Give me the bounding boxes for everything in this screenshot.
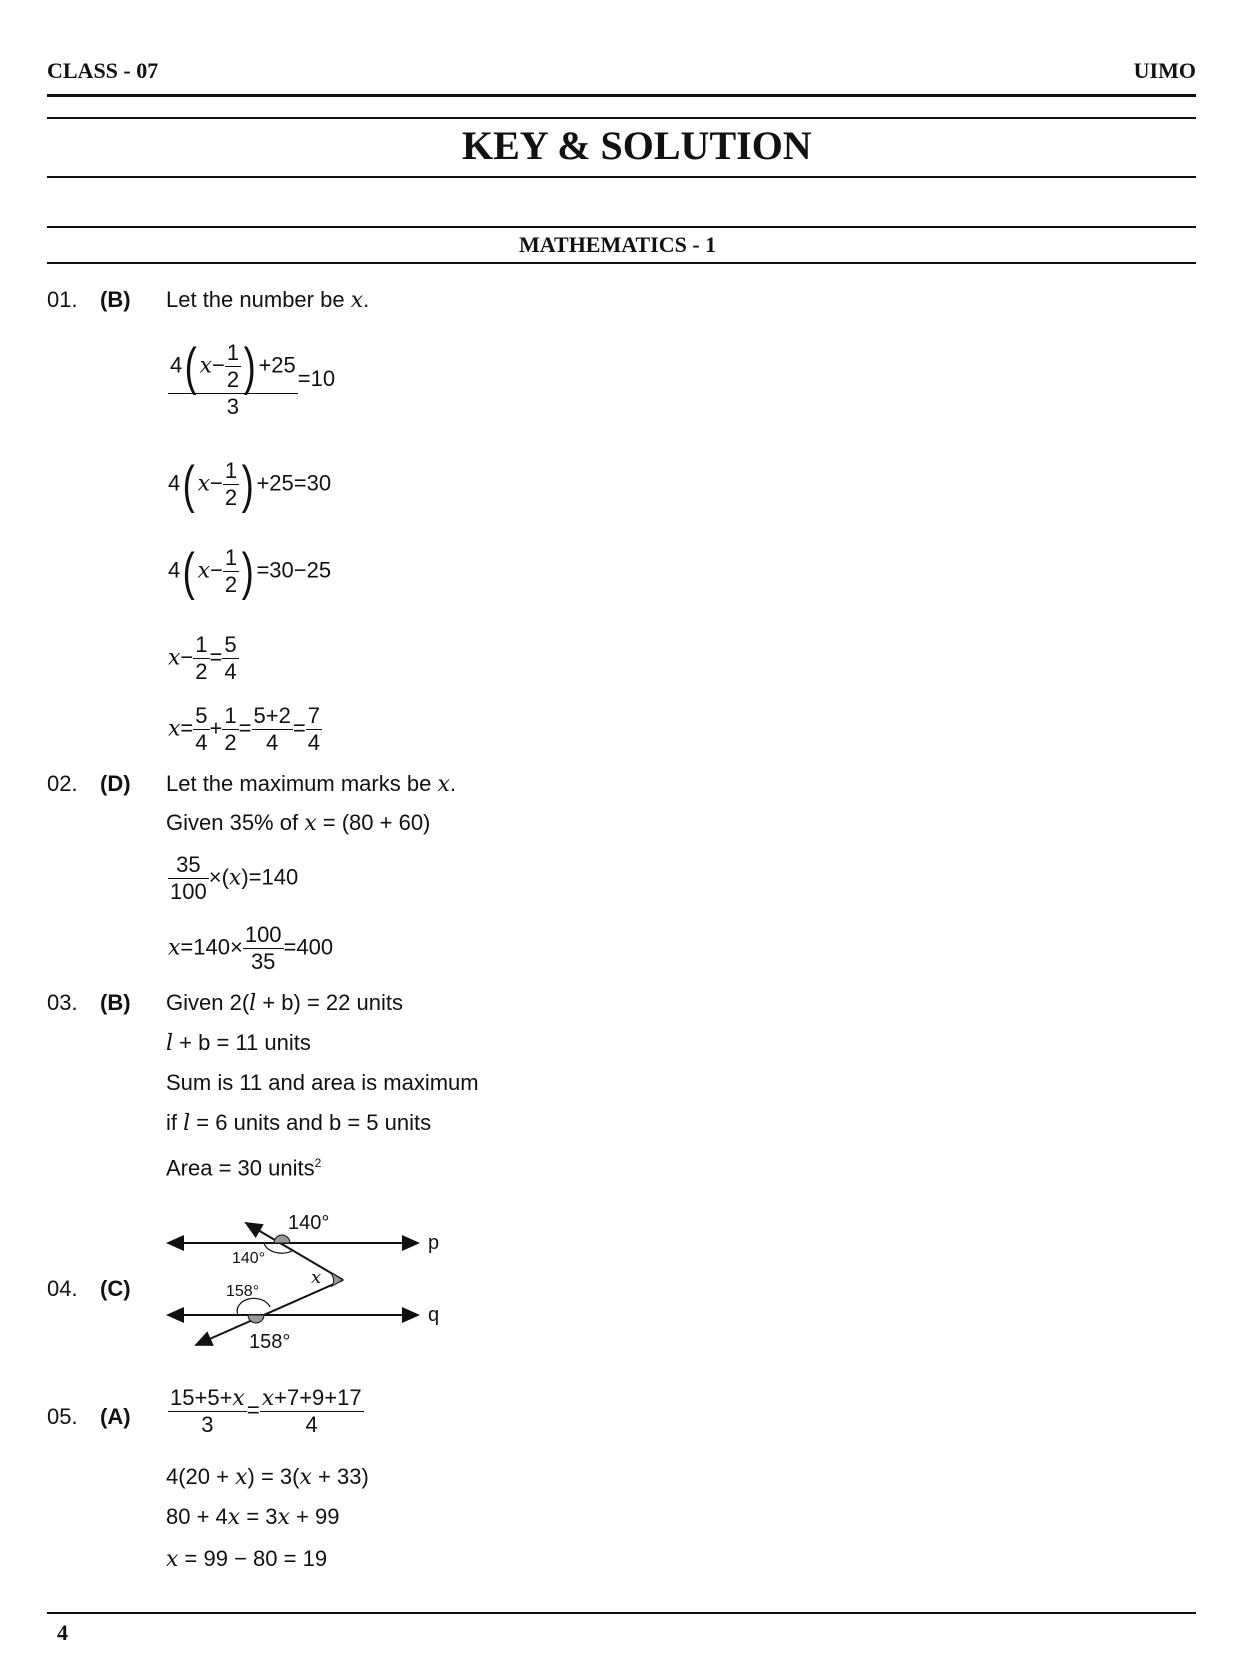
- footer-rule: [47, 1612, 1196, 1614]
- title-top-rule: [47, 117, 1196, 119]
- statement: Let the number be x.: [166, 287, 370, 313]
- line-1: 4(20 + x) = 3(x + 33): [166, 1464, 369, 1490]
- equation-3: 4( x− $\frac{1}{2}$ ) =30−25: [168, 542, 332, 601]
- angle-label-158-inner: 158°: [226, 1283, 260, 1300]
- question-number: 03.: [47, 990, 78, 1015]
- line-label-q: q: [428, 1304, 440, 1326]
- line-2: 80 + 4x = 3x + 99: [166, 1504, 340, 1530]
- equation-2: x=140× $\frac{100}{35}$ =400: [168, 922, 334, 974]
- section-top-rule: [47, 226, 1196, 228]
- given-line: Given 35% of x = (80 + 60): [166, 810, 431, 836]
- answer-key: (A): [100, 1404, 131, 1429]
- title-bottom-rule: [47, 176, 1196, 178]
- angle-label-158-bottom: 158°: [249, 1331, 291, 1353]
- header-rule: [47, 94, 1196, 97]
- angle-label-140-top: 140°: [288, 1212, 330, 1234]
- section-bottom-rule: [47, 262, 1196, 264]
- equation-1: 4( x− $\frac{1}{2}$ ) +25 3 =10: [170, 337, 336, 419]
- angle-arc-q-top: [237, 1298, 270, 1315]
- angle-label-140-inner: 140°: [232, 1250, 266, 1267]
- parallel-lines-figure: [160, 1195, 460, 1360]
- equation-1: $\frac{35}{100}$ ×(x)=140: [170, 852, 299, 904]
- question-number: 05.: [47, 1404, 78, 1429]
- answer-key: (B): [100, 990, 131, 1015]
- angle-label-x: x: [311, 1267, 322, 1288]
- answer-key: (B): [100, 287, 131, 312]
- question-number: 02.: [47, 771, 78, 796]
- equation-4: x− $\frac{1}{2}$ = $\frac{5}{4}$: [168, 632, 237, 684]
- statement: Let the maximum marks be x.: [166, 771, 456, 797]
- equation-5: x= $\frac{5}{4}$ + $\frac{1}{2}$ = $\frac{5+2}{4}$ = $\frac{7}{4}$: [168, 703, 320, 755]
- equation-2: 4( x− $\frac{1}{2}$ ) +25=30: [168, 455, 332, 514]
- section-title: MATHEMATICS - 1: [519, 232, 717, 257]
- equation-1: $\frac{15+5+x}{3}$ = $\frac{x+7+9+17}{4}$: [170, 1385, 362, 1437]
- angle-arc-p-top: [274, 1235, 290, 1243]
- line-3: x = 99 − 80 = 19: [166, 1546, 328, 1572]
- answer-key: (D): [100, 771, 131, 796]
- page-number: 4: [57, 1620, 68, 1645]
- exam-label: UIMO: [1133, 58, 1196, 83]
- class-label: CLASS - 07: [47, 58, 159, 83]
- line-1: Given 2(l + b) = 22 units: [166, 990, 403, 1016]
- answer-key: (C): [100, 1276, 131, 1301]
- line-5: Area = 30 units$^2$: [166, 1155, 322, 1181]
- line-2: l + b = 11 units: [166, 1030, 311, 1056]
- question-number: 01.: [47, 287, 78, 312]
- page-title: KEY & SOLUTION: [462, 123, 812, 168]
- line-label-p: p: [428, 1232, 440, 1254]
- line-3: Sum is 11 and area is maximum: [166, 1070, 479, 1095]
- line-4: if l = 6 units and b = 5 units: [166, 1110, 432, 1136]
- question-number: 04.: [47, 1276, 78, 1301]
